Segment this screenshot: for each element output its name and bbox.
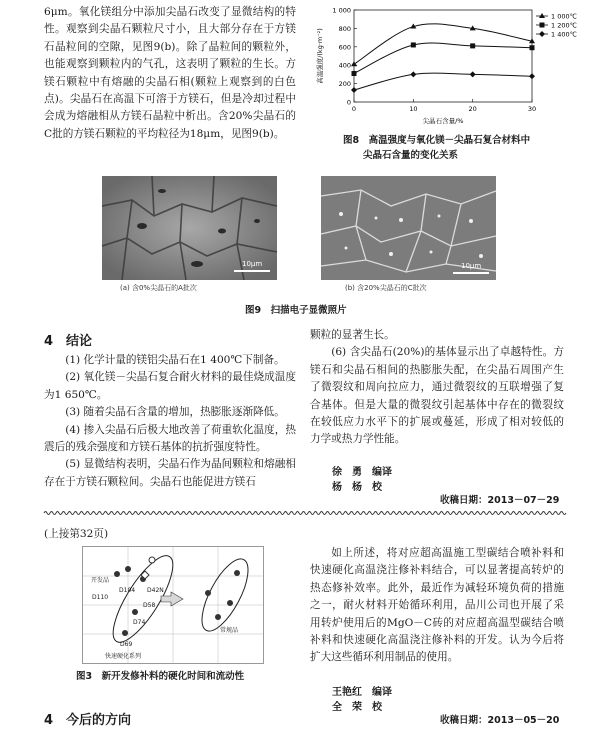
point-D104: D104 (119, 587, 136, 594)
y-axis-label: 高温强度/(kg·m⁻²) (316, 28, 324, 84)
received-date-1: 收稿日期：2013－07－29 (440, 495, 560, 506)
series-3-point-1 (351, 87, 357, 93)
legend-marker-3 (539, 31, 545, 37)
series-3-point-4 (529, 73, 535, 79)
point-D74: D74 (133, 619, 146, 626)
x-tick-label: 0 (351, 105, 357, 113)
article-separator (44, 509, 564, 517)
series-3-point-3 (470, 71, 476, 77)
point-D110: D110 (92, 594, 109, 601)
legend-label-2: 1 200℃ (551, 21, 577, 30)
next-section-heading: 4 今后的方向 (44, 713, 132, 728)
series-2-point-3 (470, 43, 475, 48)
conclusion-5-cont: 颗粒的显著生长。 (310, 329, 395, 341)
y-tick-label: 400 (338, 61, 351, 70)
y-tick-label: 200 (338, 80, 351, 89)
received-date-2: 收稿日期：2013－05－20 (440, 715, 560, 726)
series-line-3 (354, 73, 532, 90)
continued-from-label: (上接第32页) (44, 528, 109, 540)
conclusion-6: (6) 含尖晶石(20%)的基体显示出了卓越特性。方镁石和尖晶石相间的热膨胀失配，在尖晶石周围产生了微裂纹和周向拉应力，通过微裂纹的互联增强了复合基体。但是大量的微裂纹引起基体中存在的微裂纹在较低应力水平下的扩展或蔓延，形成了相对较低的力学或热力学性能。 (310, 346, 564, 446)
y-tick-label: 800 (338, 24, 351, 33)
continuation-paragraph: 如上所述，将对应超高温施工型碳结合喷补料和快速硬化高温浇注修补料结合，可以显著提高转炉的热态修补效率。此外，最近作为减轻环境负荷的措施之一，耐火材料开始循环利用，品川公司也开展了采用转炉使用后的MgO－C砖的对应超高温型碳结合喷补料和快速硬化高温浇注修补料的开发。认为今后将扩大这些循环利用制品的使用。 (310, 547, 564, 664)
legend-marker-2 (540, 23, 545, 28)
conclusions-right (310, 327, 564, 449)
series-line-2 (354, 43, 532, 73)
y-tick-label: 0 (346, 98, 351, 107)
label-dev-products: 开发品 (91, 577, 110, 584)
plot-frame (354, 10, 532, 102)
proofreader-1: 杨 杨 校 (332, 482, 382, 493)
sem-image-b (321, 176, 496, 280)
legend-label-1: 1 000℃ (551, 12, 577, 21)
figure-8-chart (312, 2, 577, 130)
translator-1: 徐 勇 编译 (332, 467, 392, 478)
translator-2: 王艳红 编译 (332, 687, 392, 698)
x-axis-label: 尖晶石含量/% (422, 117, 464, 125)
series-3-point-2 (410, 71, 416, 77)
conclusions-list (44, 352, 296, 491)
proofreader-2: 全 荣 校 (332, 702, 382, 713)
point-D58: D58 (143, 602, 156, 609)
conclusion-3: (3) 随着尖晶石含量的增加，热膨胀逐渐降低。 (65, 406, 285, 419)
scale-bar-b: 10μm (461, 262, 482, 270)
conclusion-5: (5) 显微结构表明，尖晶石作为晶间颗粒和熔融相存在于方镁石颗粒间。尖晶石也能促进方镁石 (44, 458, 296, 488)
figure-9a-label: (a) 含0%尖晶石的A批次 (120, 284, 197, 292)
x-tick-label: 20 (468, 105, 477, 113)
conclusion-2: (2) 氧化镁－尖晶石复合耐火材料的最佳烧成温度为1 650℃。 (44, 371, 296, 401)
series-2-point-2 (411, 42, 416, 47)
point-D69: D69 (120, 641, 133, 648)
label-rapid-series: 快速硬化系列 (105, 653, 142, 660)
point-D42N: D42N (147, 587, 164, 594)
x-tick-label: 10 (409, 105, 418, 113)
figure-3-caption: 图3 新开发修补料的硬化时间和流动性 (76, 671, 245, 682)
y-tick-label: 600 (338, 43, 351, 52)
sem-image-a (102, 176, 277, 280)
x-tick-label: 30 (527, 105, 537, 113)
scale-bar-a: 10μm (242, 260, 263, 268)
conclusion-4: (4) 掺入尖晶石后极大地改善了荷重软化温度，热震后的残余强度和方镁石基体的抗折强度特性。 (44, 423, 296, 454)
figure-8-svg (312, 2, 577, 130)
legend-marker-1 (539, 13, 545, 18)
figure-9-caption: 图9 扫描电子显微照片 (245, 305, 347, 316)
series-line-1 (354, 24, 532, 64)
y-tick-label: 1 000 (332, 6, 351, 15)
conclusion-1: (1) 化学计量的镁铝尖晶石在1 400℃下制备。 (65, 354, 285, 366)
figure-9b-label: (b) 含20%尖晶石的C批次 (345, 284, 427, 292)
section-4-heading: 4 结论 (44, 334, 93, 349)
legend-label-3: 1 400℃ (551, 30, 577, 39)
series-2-point-4 (530, 45, 535, 50)
figure-3-diagram (82, 546, 264, 664)
series-2-point-1 (352, 71, 357, 76)
intro-paragraph: 6μm。氧化镁组分中添加尖晶石改变了显微结构的特性。观察到尖晶石颗粒尺寸小，且大部分存在于方镁石晶粒间的空隙，见图9(b)。除了晶粒间的颗粒外，也能观察到颗粒内的气孔，这表明了颗粒的生长。方镁石颗粒中有熔融的尖晶石相(颗粒上观察到的白色点)。尖晶石在高温下可溶于方镁石，但是冷却过程中会成为熔融相从方镁石晶粒中析出。含20%尖晶石的C批的方镁石颗粒的平均粒径为18μm，见图9(b)。 (44, 6, 296, 140)
figure-8-caption: 图8 高温强度与氧化镁－尖晶石复合材料中 尖晶石含量的变化关系 (343, 135, 531, 161)
series-1-point-1 (351, 61, 357, 66)
label-regular-products: 常规品 (220, 627, 239, 634)
